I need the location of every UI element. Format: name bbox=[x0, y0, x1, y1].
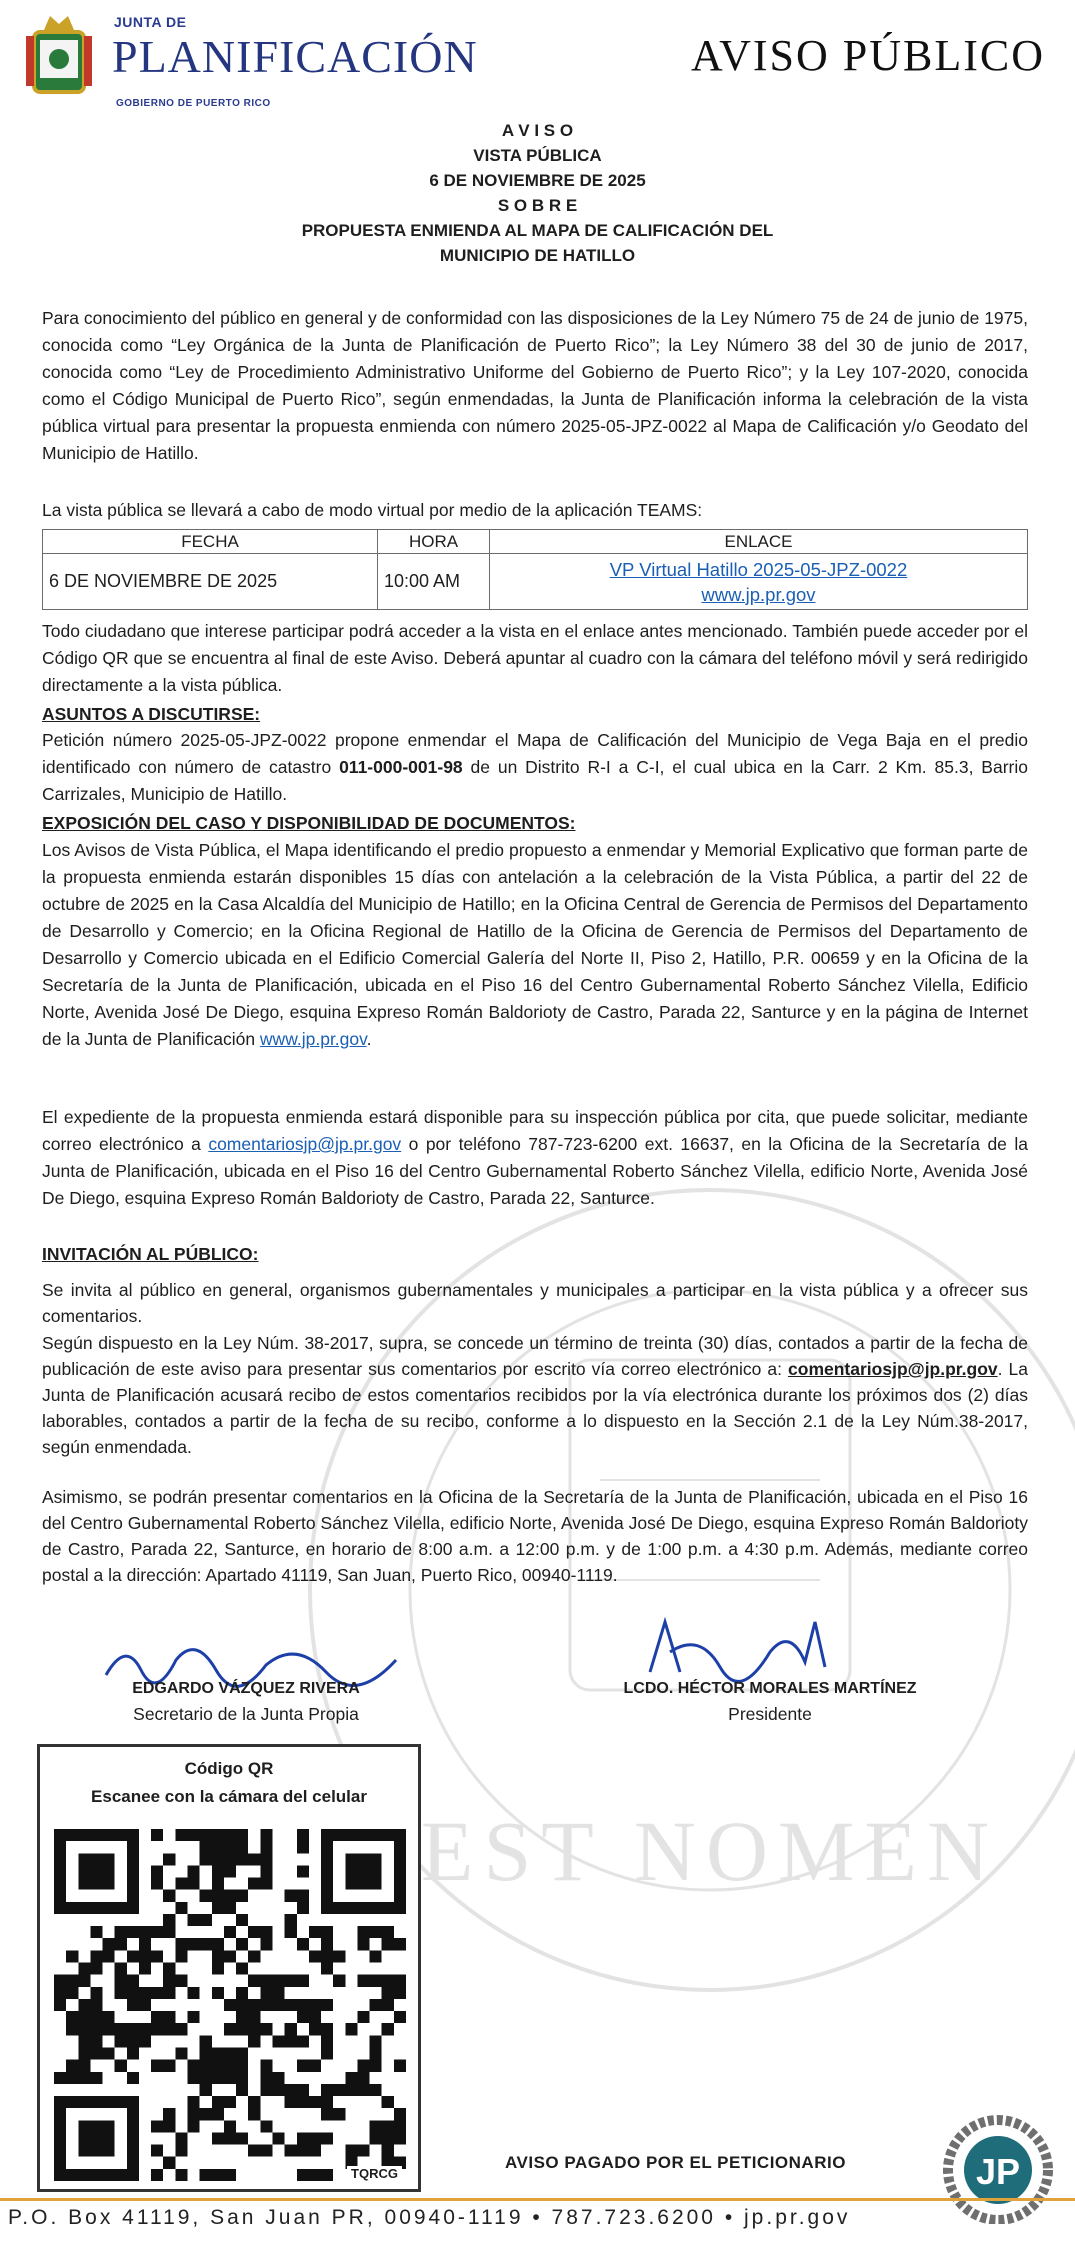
qr-box bbox=[37, 1744, 421, 2192]
time-cell: 10:00 AM bbox=[378, 554, 490, 610]
asuntos-text-end: de un Distrito R-I a C-I, el cual ubica en la Carr. 2 Km. 85.3, Barrio Carrizales, Municipio de Hatillo. bbox=[42, 757, 1028, 804]
invitacion-text-end: . La Junta de Planificación acusará recibo de estos comentarios recibidos por la vía electrónica durante los próximos dos (2) días laborables, contados a partir de la fecha de su recibo, conforme a lo dispuesto en la Sección 2.1 de la Ley Núm.38-2017, según enmendada. bbox=[42, 1359, 1028, 1457]
schedule-table bbox=[42, 529, 1028, 610]
paid-notice: AVISO PAGADO POR EL PETICIONARIO bbox=[505, 2153, 846, 2172]
meeting-link[interactable]: VP Virtual Hatillo 2025-05-JPZ-0022 bbox=[609, 558, 908, 580]
expediente-paragraph bbox=[42, 1104, 1028, 1212]
catastro-number: 011-000-001-98 bbox=[339, 757, 463, 777]
invitacion-paragraph-1: Se invita al público en general, organismos gubernamentales y municipales a participar en la vista pública y a ofrecer sus comentarios. bbox=[42, 1280, 1028, 1326]
qr-title: Código QR bbox=[184, 1759, 274, 1778]
jp-website-link[interactable]: www.jp.pr.gov bbox=[259, 1029, 367, 1049]
exposicion-end: . bbox=[366, 1029, 372, 1049]
title-block bbox=[0, 118, 1075, 268]
table-header: HORA bbox=[378, 530, 490, 554]
title-line: A V I S O bbox=[501, 121, 574, 140]
qr-subtitle: Escanee con la cámara del celular bbox=[91, 1787, 367, 1806]
invitacion-email[interactable]: comentariosjp@jp.pr.gov bbox=[788, 1359, 998, 1379]
coat-of-arms-logo bbox=[20, 10, 98, 102]
qr-brand: TQRCG bbox=[347, 2166, 402, 2181]
title-line: PROPUESTA ENMIENDA AL MAPA DE CALIFICACIÓN DEL bbox=[301, 221, 774, 240]
table-header: FECHA bbox=[43, 530, 378, 554]
org-subtitle: GOBIERNO DE PUERTO RICO bbox=[116, 98, 271, 109]
org-label-small: JUNTA DE bbox=[114, 14, 187, 30]
expediente-text-end: o por teléfono 787-723-6200 ext. 16637, en la Oficina de la Secretaría de la Junta de Planificación, ubicada en el Piso 16 del Centro Gubernamental Roberto Sánchez Vilella, edificio Norte, Avenida José De Diego, esquina Expreso Román Baldorioty de Castro, Parada 22, Santurce. bbox=[42, 1134, 1028, 1208]
exposicion-heading-text: EXPOSICIÓN DEL CASO Y DISPONIBILIDAD DE DOCUMENTOS: bbox=[42, 813, 576, 833]
teams-line: La vista pública se llevará a cabo de modo virtual por medio de la aplicación TEAMS: bbox=[42, 500, 703, 520]
title-line: MUNICIPIO DE HATILLO bbox=[439, 246, 636, 265]
signer-left-role: Secretario de la Junta Propia bbox=[133, 1704, 359, 1724]
footer-contact: P.O. Box 41119, San Juan PR, 00940-1119 • 787.723.6200 • jp.pr.gov bbox=[8, 2206, 851, 2229]
invitacion-heading-text: INVITACIÓN AL PÚBLICO: bbox=[42, 1244, 259, 1264]
invitacion-paragraph-3: Asimismo, se podrán presentar comentarios en la Oficina de la Secretaría de la Junta de Planificación, ubicada en el Piso 16 del Centro Gubernamental Roberto Sánchez Vilella, edificio Norte, Avenida José De Diego, esquina Expreso Román Baldorioty de Castro, Parada 22, Santurce, en horario de 8:00 a.m. a 12:00 p.m. y de 1:00 p.m. a 4:30 p.m. Además, mediante correo postal a la dirección: Apartado 41119, San Juan, Puerto Rico, 00940-1119. bbox=[42, 1487, 1028, 1585]
exposicion-paragraph bbox=[42, 837, 1028, 1053]
link-cell bbox=[490, 554, 1028, 610]
title-line: 6 DE NOVIEMBRE DE 2025 bbox=[429, 171, 646, 190]
footer-rule bbox=[0, 2198, 1075, 2201]
signer-left-name: EDGARDO VÁZQUEZ RIVERA bbox=[132, 1680, 360, 1697]
exposicion-text: Los Avisos de Vista Pública, el Mapa identificando el predio propuesto a enmendar y Memorial Explicativo que forman parte de la propuesta enmienda estarán disponibles 15 días con antelación a la celebración de la Vista Pública, a partir del 22 de octubre de 2025 en la Casa Alcaldía del Municipio de Hatillo; en la Oficina Central de Gerencia de Permisos del Departamento de Desarrollo y Comercio; en la Oficina Regional de Hatillo de la Oficina de Gerencia de Permisos del Departamento de Desarrollo y Comercio ubicada en el Edificio Comercial Galería del Norte II, Piso 2, Hatillo, P.R. 00659 y en la Oficina de la Secretaría de la Junta de Planificación, ubicada en el Piso 16 del Centro Gubernamental Roberto Sánchez Vilella, Edificio Norte, Avenida José De Diego, esquina Expreso Román Baldorioty de Castro, Parada 22, Santurce y en la página de Internet de la Junta de Planificación bbox=[42, 840, 1028, 1049]
access-paragraph: Todo ciudadano que interese participar podrá acceder a la vista en el enlace antes mencionado. También puede acceder por el Código QR que se encuentra al final de este Aviso. Deberá apuntar al cuadro con la cámara del teléfono móvil y será redirigido directamente a la vista pública. bbox=[42, 621, 1028, 695]
intro-paragraph: Para conocimiento del público en general y de conformidad con las disposiciones de la Ley Número 75 de 24 de junio de 1975, conocida como “Ley Orgánica de la Junta de Planificación de Puerto Rico”; la Ley Número 38 del 30 de junio de 2017, conocida como “Ley de Procedimiento Administrativo Uniforme del Gobierno de Puerto Rico”; y la Ley 107-2020, conocida como el Código Municipal de Puerto Rico”, según enmendadas, la Junta de Planificación informa la celebración de la vista pública virtual para presentar la propuesta enmienda con número 2025-05-JPZ-0022 al Mapa de Calificación y/o Geodato del Municipio de Hatillo. bbox=[42, 308, 1028, 463]
svg-text:JP: JP bbox=[975, 2151, 1021, 2192]
signer-right-role: Presidente bbox=[728, 1704, 812, 1724]
signer-right-name: LCDO. HÉCTOR MORALES MARTÍNEZ bbox=[623, 1680, 917, 1697]
asuntos-heading-text: ASUNTOS A DISCUTIRSE: bbox=[42, 704, 261, 724]
invitacion-paragraph-2 bbox=[42, 1330, 1028, 1460]
table-header: ENLACE bbox=[490, 530, 1028, 554]
org-name: PLANIFICACIÓN bbox=[112, 31, 478, 82]
title-line: VISTA PÚBLICA bbox=[473, 146, 602, 165]
notice-type-title: AVISO PÚBLICO bbox=[690, 31, 1045, 80]
asuntos-heading bbox=[42, 701, 1028, 728]
date-cell: 6 DE NOVIEMBRE DE 2025 bbox=[43, 554, 378, 610]
exposicion-heading bbox=[42, 810, 1028, 837]
svg-text:EST NOMEN: EST NOMEN bbox=[420, 1803, 1000, 1899]
asuntos-paragraph bbox=[42, 727, 1028, 808]
comments-email-link[interactable]: comentariosjp@jp.pr.gov bbox=[208, 1134, 402, 1154]
table-row bbox=[43, 554, 1028, 610]
title-line: S O B R E bbox=[497, 196, 578, 215]
header bbox=[0, 0, 1075, 120]
invitacion-text: Según dispuesto en la Ley Núm. 38-2017, supra, se concede un término de treinta (30) días, contados a partir de la fecha de publicación de este aviso para presentar sus comentarios por escrito vía correo electrónico a: bbox=[42, 1333, 1028, 1379]
asuntos-text: Petición número 2025-05-JPZ-0022 propone enmendar el Mapa de Calificación del Municipio de Vega Baja en el predio identificado con número de catastro bbox=[42, 730, 1028, 777]
invitacion-heading bbox=[42, 1241, 1028, 1268]
website-link[interactable]: www.jp.pr.gov bbox=[701, 583, 816, 605]
qr-code[interactable] bbox=[54, 1829, 406, 2181]
expediente-text: El expediente de la propuesta enmienda estará disponible para su inspección pública por cita, que puede solicitar, mediante correo electrónico a bbox=[42, 1107, 1028, 1154]
